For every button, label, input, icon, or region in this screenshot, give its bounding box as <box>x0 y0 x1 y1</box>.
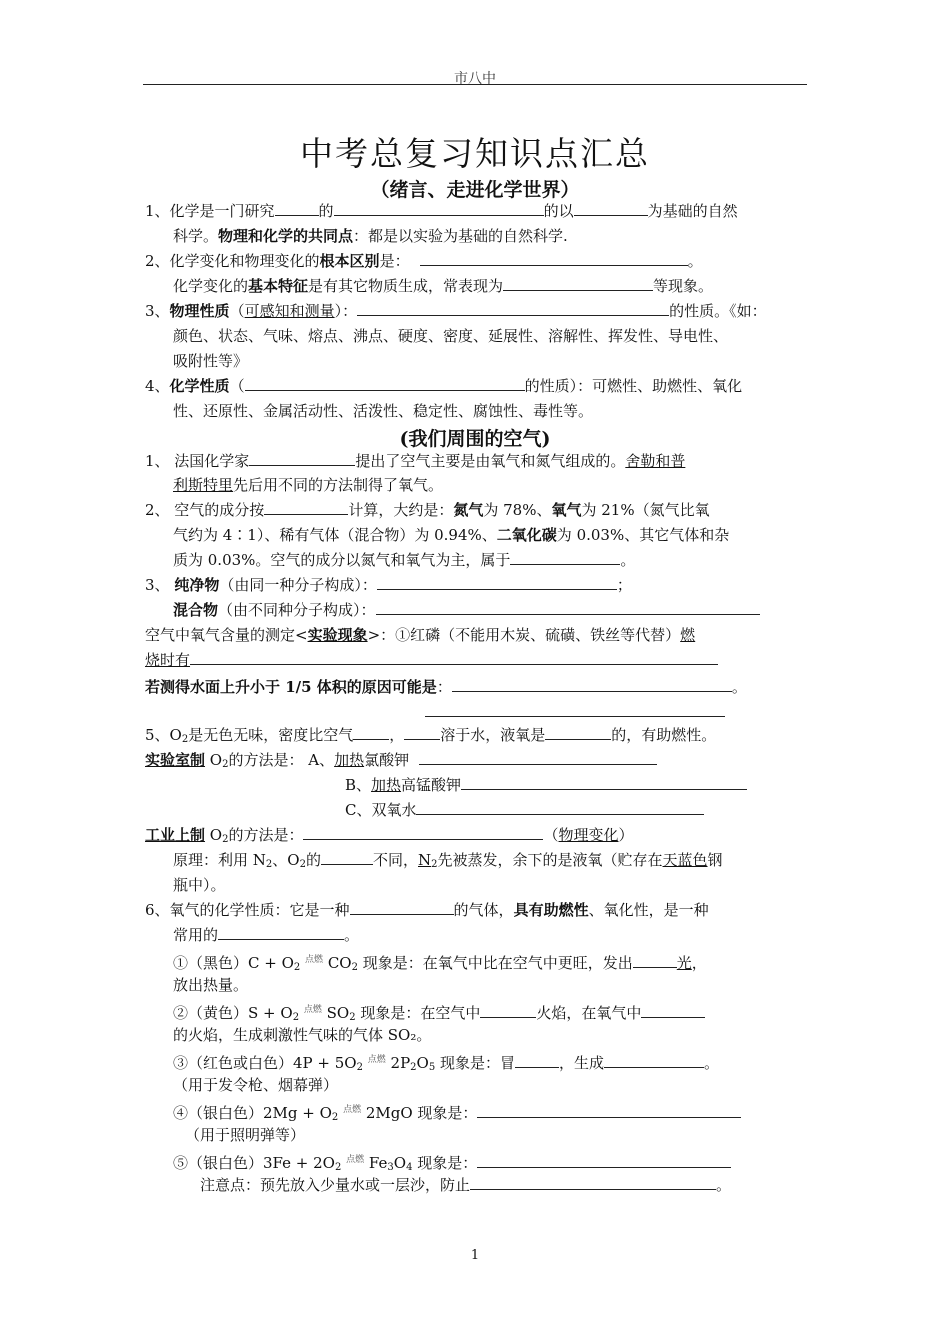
text-line: 4、化学性质（ 的性质）：可燃性、助燃性、氧化 <box>145 377 743 395</box>
fill-blank[interactable] <box>477 1153 731 1168</box>
text-line: ③（红色或白色）$4P + 5O_2$ $^{点燃}$ $2P_2O_5$ 现象是：冒 ，生成 。 <box>173 1054 720 1073</box>
text-line: 气约为 4∶1）、稀有气体（混合物）为 0.94%、二氧化碳为 0.03%、其它气体和杂 <box>173 526 730 544</box>
text-line: 利斯特里先后用不同的方法制得了氧气。 <box>173 476 444 494</box>
text-line: 2、化学变化和物理变化的根本区别是： 。 <box>145 252 703 270</box>
fill-blank[interactable] <box>515 1053 559 1068</box>
fill-blank[interactable] <box>420 251 688 266</box>
text-line: 性、还原性、金属活动性、活泼性、稳定性、腐蚀性、毒性等。 <box>173 402 594 420</box>
fill-blank[interactable] <box>452 677 732 692</box>
fill-blank[interactable] <box>503 276 653 291</box>
fill-blank[interactable] <box>480 1003 536 1018</box>
text-line: 质为 0.03%。空气的成分以氮气和氧气为主，属于 。 <box>173 551 636 569</box>
fill-blank[interactable] <box>633 953 677 968</box>
text-line: 科学。物理和化学的共同点：都是以实验为基础的自然科学. <box>173 227 568 245</box>
fill-blank[interactable] <box>376 600 760 615</box>
text-line: 烧时有 <box>145 649 810 671</box>
fill-blank[interactable] <box>604 1053 704 1068</box>
fill-blank[interactable] <box>350 900 454 915</box>
text-line: B、加热高锰酸钾 <box>345 774 785 796</box>
text-line: （用于发令枪、烟幕弹） <box>173 1076 339 1094</box>
text-line: 3、 纯净物（由同一种分子构成）： ； <box>145 576 632 594</box>
text-line: ④（银白色）$2Mg + O_2$ $^{点燃}$ 2MgO 现象是： <box>173 1099 838 1129</box>
text-line: C、双氧水 <box>345 799 785 821</box>
fill-blank[interactable] <box>357 301 669 316</box>
text-line: 若测得水面上升小于 1/5 体积的原因可能是： 。 <box>145 678 747 696</box>
text-line: 混合物（由不同种分子构成）： <box>173 599 838 621</box>
fill-blank[interactable] <box>510 550 620 565</box>
fill-blank[interactable] <box>353 725 389 740</box>
text-line: 注意点：预先放入少量水或一层沙，防止 。 <box>200 1176 732 1194</box>
fill-blank[interactable] <box>416 800 704 815</box>
text-line: 1、化学是一门研究 的 的以 为基础的自然 <box>145 202 738 220</box>
fill-blank[interactable] <box>419 750 657 765</box>
fill-blank[interactable] <box>545 725 611 740</box>
page-title: 中考总复习知识点汇总 <box>300 134 650 173</box>
text-line: 吸附性等》 <box>173 352 249 370</box>
text-line: 3、物理性质（可感知和测量）： 的性质。《如： <box>145 302 767 320</box>
text-line: 工业上制 $O_2$的方法是： （物理变化） <box>145 826 634 845</box>
page-header: 市八中 <box>454 71 496 87</box>
fill-blank[interactable] <box>275 201 319 216</box>
text-line: 原理：利用 $N_2$、$O_2$的 不同，$N_2$先被蒸发，余下的是液氧（贮存在天蓝色钢 <box>173 851 723 870</box>
page-number: 1 <box>470 1248 480 1263</box>
fill-blank[interactable] <box>477 1103 741 1118</box>
text-line: （用于照明弹等） <box>185 1126 306 1144</box>
text-line: 放出热量。 <box>173 976 249 994</box>
text-line: ①（黑色）$C + O_2$ $^{点燃}$ $CO_2$ 现象是：在氧气中比在空气中更旺，发出 光， <box>173 954 707 973</box>
text-line: 空气中氧气含量的测定<实验现象>：①红磷（不能用木炭、硫磺、铁丝等代替）燃 <box>145 626 696 644</box>
text-line: 化学变化的基本特征是有其它物质生成，常表现为 等现象。 <box>173 277 714 295</box>
section-title-air: (我们周围的空气) <box>399 428 551 450</box>
fill-blank[interactable] <box>404 725 440 740</box>
text-line: 1、 法国化学家 提出了空气主要是由氧气和氮气组成的。舍勒和普 <box>145 452 686 470</box>
fill-blank[interactable] <box>377 575 617 590</box>
section-title-intro: （绪言、走进化学世界） <box>370 179 580 201</box>
text-line: 6、氧气的化学性质：它是一种 的气体，具有助燃性、氧化性，是一种 <box>145 901 709 919</box>
text-line: ②（黄色）$S + O_2$ $^{点燃}$ $SO_2$ 现象是：在空气中 火焰，在氧气中 <box>173 999 838 1029</box>
text-line: 2、 空气的成分按 计算，大约是：氮气为 78%、氧气为 21%（氮气比氧 <box>145 501 710 519</box>
fill-blank[interactable] <box>425 716 725 717</box>
text-line: 颜色、状态、气味、熔点、沸点、硬度、密度、延展性、溶解性、挥发性、导电性、 <box>173 327 729 345</box>
fill-blank[interactable] <box>303 825 543 840</box>
text-line: 瓶中）。 <box>173 876 226 894</box>
header-rule <box>143 84 807 85</box>
text-line: 的火焰，生成刺激性气味的气体 SO₂。 <box>173 1026 432 1044</box>
fill-blank[interactable] <box>321 850 373 865</box>
fill-blank[interactable] <box>641 1003 705 1018</box>
text-line: ⑤（银白色）$3Fe + 2O_2$ $^{点燃}$ $Fe_3O_4$ 现象是： <box>173 1149 838 1179</box>
fill-blank[interactable] <box>190 650 718 665</box>
fill-blank[interactable] <box>245 376 525 391</box>
fill-blank[interactable] <box>334 201 544 216</box>
fill-blank[interactable] <box>461 775 747 790</box>
fill-blank[interactable] <box>574 201 648 216</box>
fill-blank[interactable] <box>249 451 355 466</box>
text-line: 实验室制 $O_2$的方法是： A、加热氯酸钾 <box>145 749 810 776</box>
text-line: 常用的 。 <box>173 926 360 944</box>
fill-blank[interactable] <box>218 925 344 940</box>
text-line: 5、$O_2$是无色无味，密度比空气 ， 溶于水，液氧是 的，有助燃性。 <box>145 726 717 745</box>
fill-blank[interactable] <box>470 1175 716 1190</box>
fill-blank[interactable] <box>264 500 348 515</box>
